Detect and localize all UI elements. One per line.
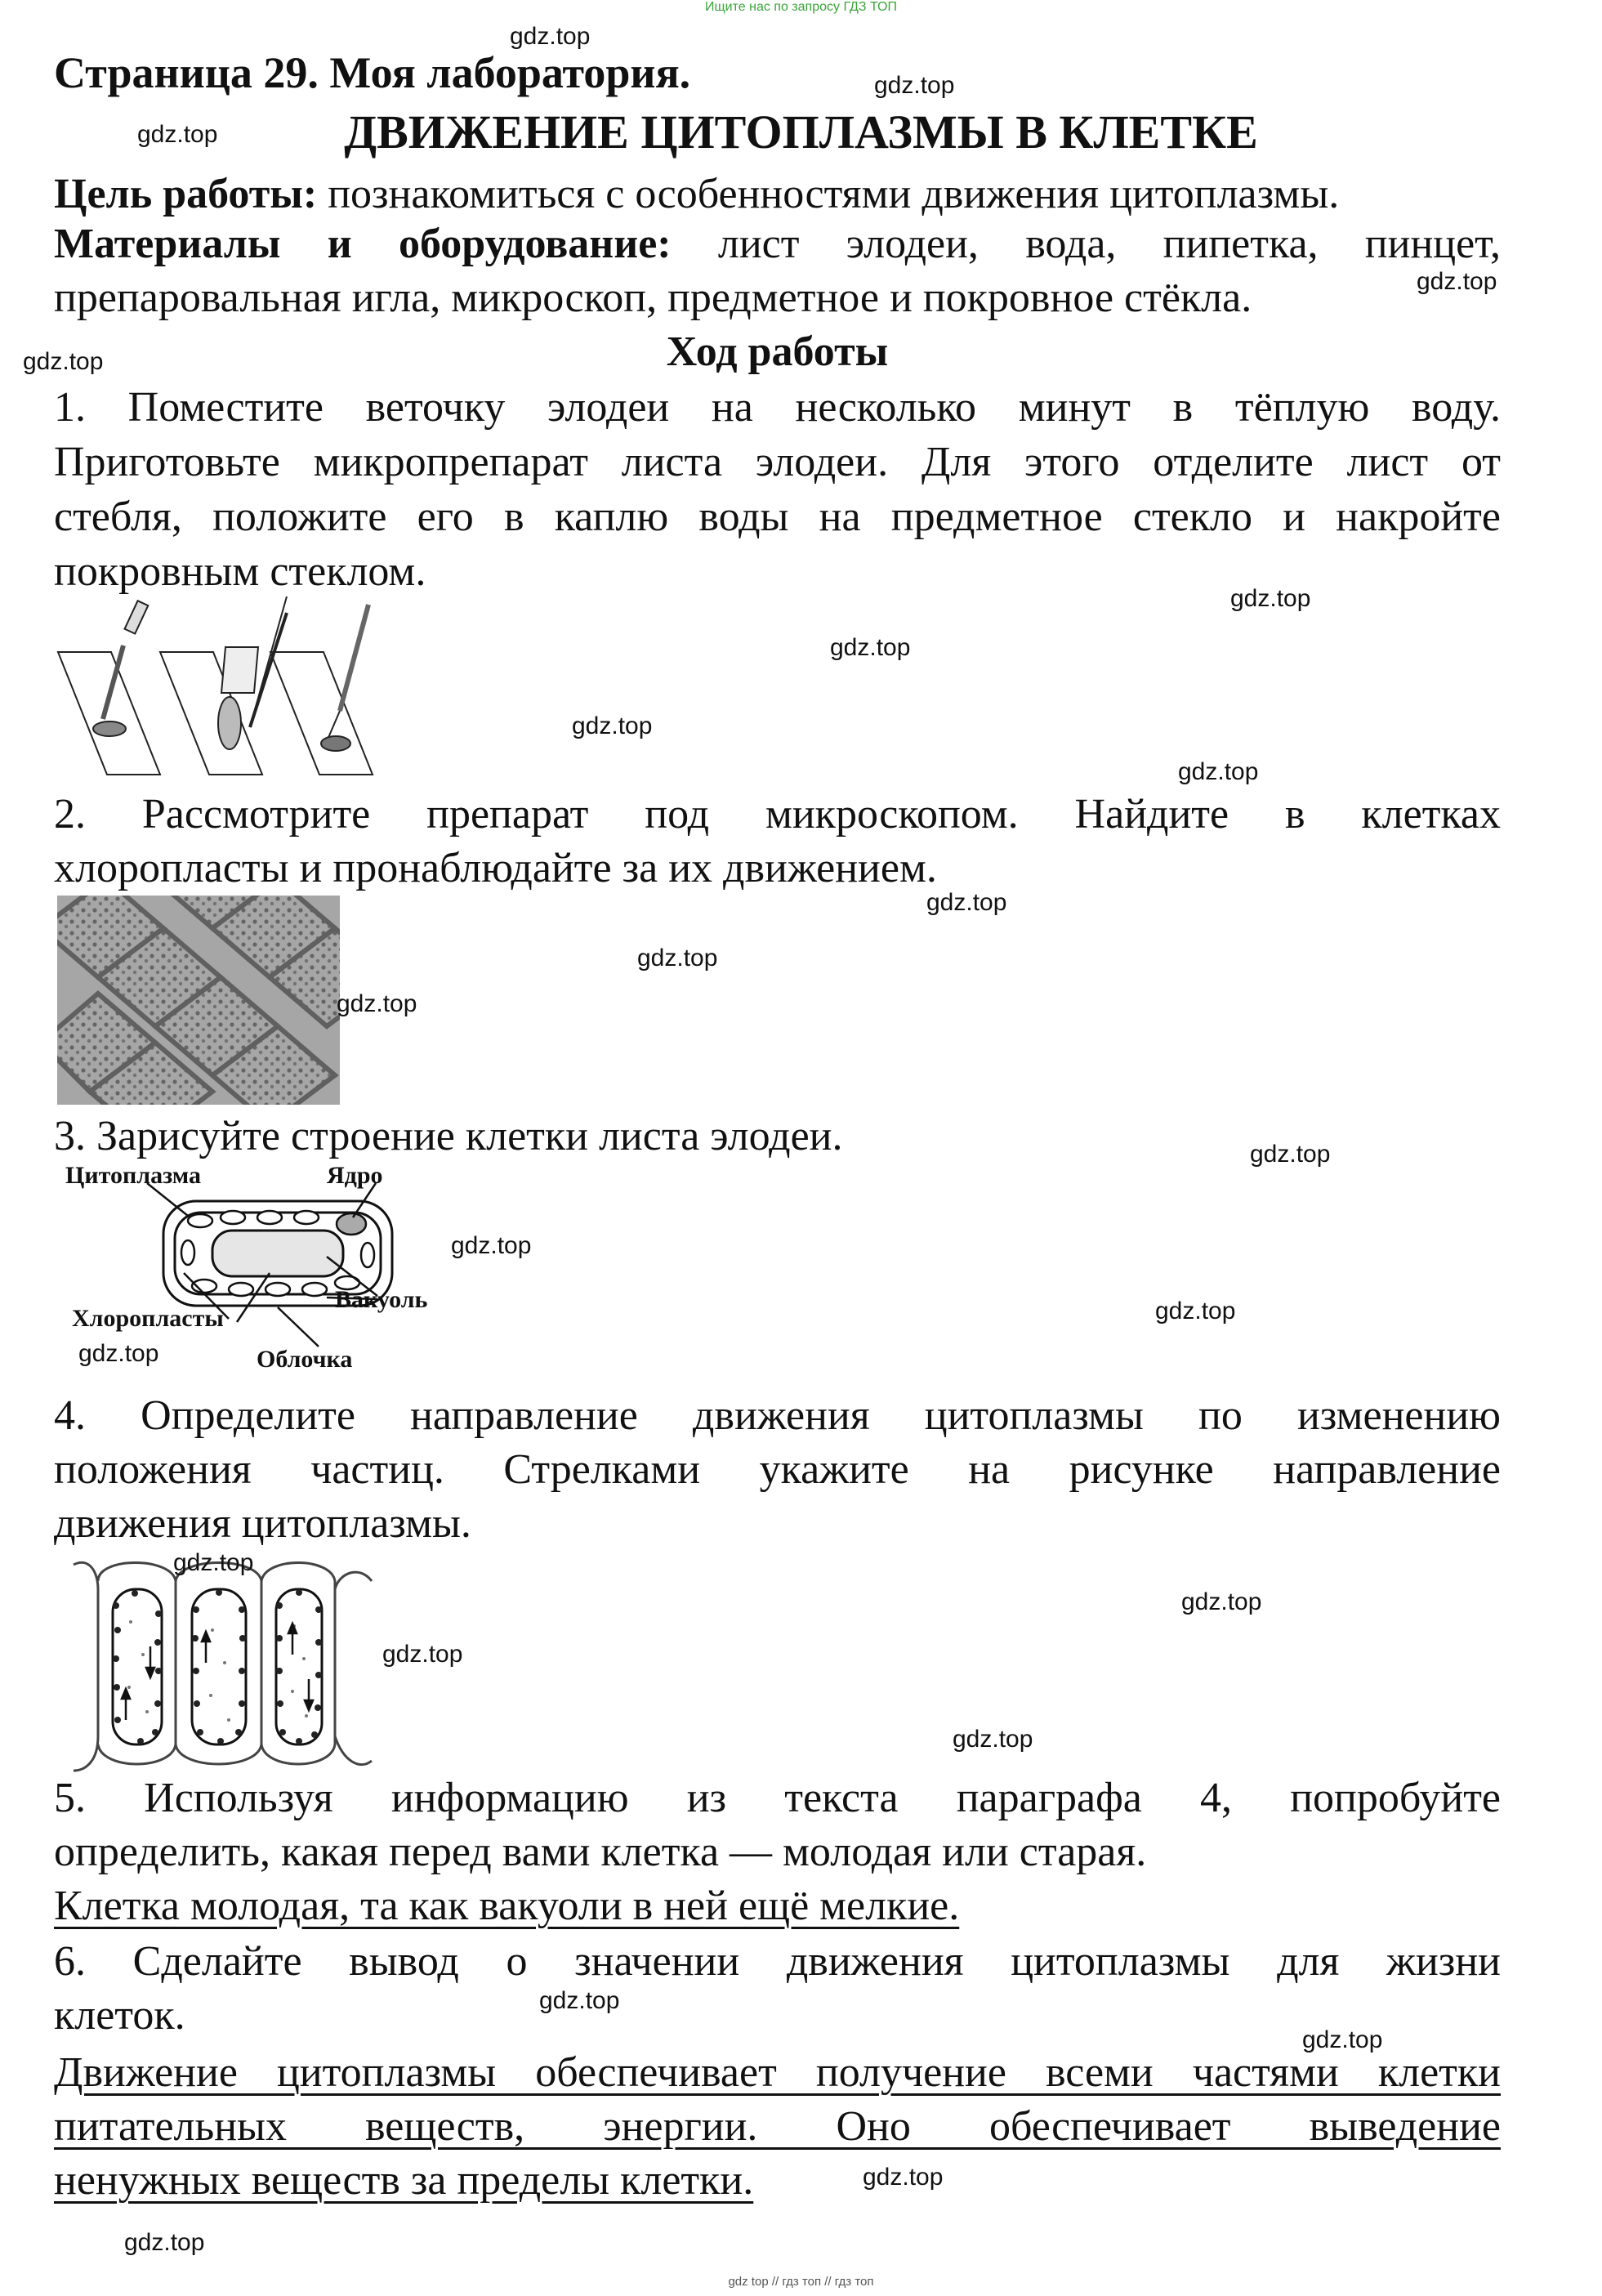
label-vacuole: Вакуоль — [335, 1286, 428, 1313]
step-2-line-1: 2. Рассмотрите препарат под микроскопом. Найдите в клетках — [54, 791, 1501, 838]
watermark: gdz.top — [510, 23, 591, 50]
step-3-line-1: 3. Зарисуйте строение клетки листа элодеи. — [54, 1113, 843, 1159]
watermark: gdz.top — [863, 2164, 944, 2191]
watermark: gdz.top — [78, 1340, 159, 1367]
materials-line-1 — [54, 217, 1501, 271]
footer-note: gdz top // гдз топ // гдз топ — [728, 2275, 874, 2289]
watermark: gdz.top — [137, 121, 218, 148]
watermark: gdz.top — [124, 2229, 205, 2256]
watermark: gdz.top — [451, 1232, 532, 1259]
watermark: gdz.top — [539, 1987, 620, 2014]
watermark: gdz.top — [1155, 1298, 1236, 1324]
lab-title: ДВИЖЕНИЕ ЦИТОПЛАЗМЫ В КЛЕТКЕ — [344, 105, 1258, 159]
step-1-line-2: Приготовьте микропрепарат листа элодеи. Для этого отделите лист от — [54, 439, 1501, 485]
procedure-heading: Ход работы — [666, 328, 889, 375]
top-search-note: Ищите нас по запросу ГДЗ ТОП — [705, 0, 897, 14]
goal-label: Цель работы: — [54, 171, 318, 217]
watermark: gdz.top — [926, 889, 1007, 916]
step-5-answer — [54, 1879, 1501, 1933]
materials-line-2: препаровальная игла, микроскоп, предметное и покровное стёкла. — [54, 275, 1252, 321]
step-5-line-1: 5. Используя информацию из текста параграфа 4, попробуйте — [54, 1775, 1501, 1821]
step-6-answer-line-3 — [54, 2154, 1501, 2208]
cytoplasm-movement-figure — [65, 1557, 376, 1776]
step-1-line-3: стебля, положите его в каплю воды на предметное стекло и накройте — [54, 494, 1501, 540]
watermark: gdz.top — [1417, 268, 1497, 295]
step-2-line-2: хлоропласты и пронаблюдайте за их движением. — [54, 845, 937, 891]
watermark: gdz.top — [1178, 758, 1259, 785]
label-chloroplasts: Хлоропласты — [72, 1305, 224, 1332]
materials-text-1: лист элодеи, вода, пипетка, пинцет, — [671, 221, 1501, 267]
watermark: gdz.top — [337, 990, 417, 1017]
watermark: gdz.top — [173, 1549, 254, 1576]
step-6-answer-line-2: питательных веществ, энергии. Оно обеспечивает выведение — [54, 2103, 1501, 2150]
watermark: gdz.top — [23, 348, 104, 375]
step-4-line-3: движения цитоплазмы. — [54, 1500, 471, 1547]
watermark: gdz.top — [874, 72, 955, 99]
step-6-line-1: 6. Сделайте вывод о значении движения цитоплазмы для жизни — [54, 1938, 1501, 1985]
watermark: gdz.top — [382, 1641, 463, 1668]
watermark: gdz.top — [830, 634, 911, 661]
label-nucleus: Ядро — [327, 1162, 383, 1189]
step-1-line-1: 1. Поместите веточку элодеи на несколько минут в тёплую воду. — [54, 384, 1501, 431]
microscope-photo — [57, 896, 340, 1105]
watermark: gdz.top — [1230, 585, 1311, 612]
slide-preparation-figure — [54, 596, 413, 784]
label-membrane: Облочка — [257, 1346, 353, 1373]
step-1-line-4: покровным стеклом. — [54, 548, 426, 595]
materials-label: Материалы и оборудование: — [54, 221, 672, 267]
goal-text: познакомиться с особенностями движения цитоплазмы. — [317, 171, 1340, 217]
step-6-line-2: клеток. — [54, 1992, 185, 2039]
watermark: gdz.top — [572, 712, 653, 739]
step-5-line-2: определить, какая перед вами клетка — молодая или старая. — [54, 1829, 1147, 1875]
step-6-answer-line-3-text: ненужных веществ за пределы клетки. — [54, 2157, 754, 2204]
step-4-line-1: 4. Определите направление движения цитоплазмы по изменению — [54, 1392, 1501, 1439]
goal-line — [54, 168, 1501, 221]
step-4-line-2: положения частиц. Стрелками укажите на рисунке направление — [54, 1446, 1501, 1493]
watermark: gdz.top — [1302, 2026, 1383, 2053]
watermark: gdz.top — [953, 1726, 1033, 1753]
label-cytoplasm: Цитоплазма — [65, 1162, 201, 1189]
step-6-answer-line-1: Движение цитоплазмы обеспечивает получение всеми частями клетки — [54, 2049, 1501, 2096]
page-title: Страница 29. Моя лаборатория. — [54, 48, 691, 97]
watermark: gdz.top — [1250, 1141, 1331, 1168]
watermark: gdz.top — [1181, 1588, 1262, 1615]
step-5-answer-text: Клетка молодая, та как вакуоли в ней ещё мелкие. — [54, 1883, 960, 1929]
watermark: gdz.top — [637, 945, 718, 972]
